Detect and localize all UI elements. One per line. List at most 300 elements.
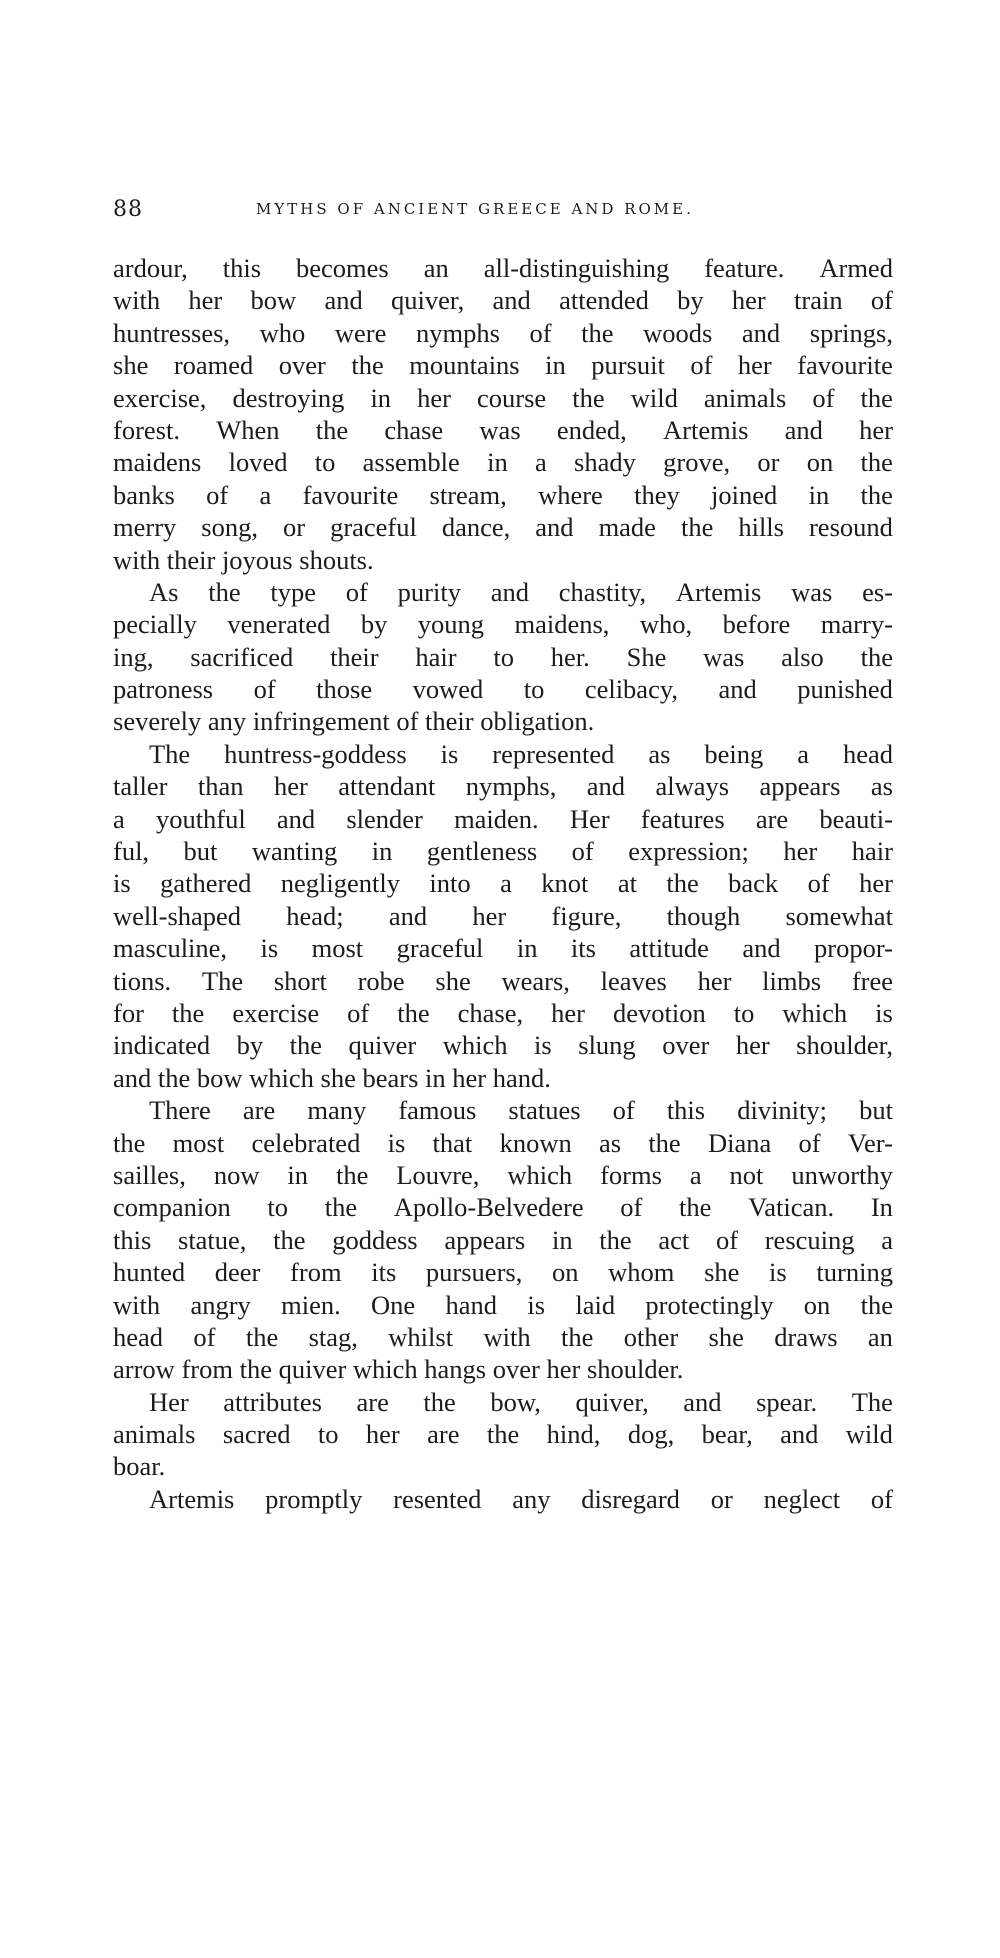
word: quiver	[278, 1354, 347, 1385]
word: is	[875, 997, 893, 1028]
word: the	[335, 1159, 369, 1190]
word: of	[345, 576, 368, 607]
word: appears	[759, 771, 841, 802]
word: where	[538, 479, 603, 510]
word: joined	[711, 479, 778, 510]
word: she	[708, 1321, 744, 1352]
word: nymphs,	[465, 771, 557, 802]
word: or	[757, 447, 780, 478]
word: its	[570, 933, 596, 964]
word: propor-	[814, 933, 893, 964]
word: venerated	[227, 609, 331, 640]
text-line	[113, 608, 893, 640]
word: wanting	[251, 836, 338, 867]
word: into	[429, 868, 471, 899]
word: her	[551, 997, 585, 1028]
word: devotion	[612, 997, 706, 1028]
word: is	[113, 868, 131, 899]
word: on	[806, 447, 834, 478]
word: bow,	[490, 1386, 541, 1417]
word: is	[527, 1289, 546, 1320]
word: a	[881, 1224, 893, 1255]
word: bow	[250, 285, 297, 316]
word: was	[791, 576, 833, 607]
word: her	[452, 1062, 487, 1093]
word: robe	[357, 965, 405, 996]
word: this	[113, 1224, 152, 1255]
text-line	[113, 1029, 893, 1061]
word: short	[273, 965, 327, 996]
word: are	[356, 1386, 389, 1417]
word: head	[842, 738, 893, 769]
word: the	[239, 1354, 272, 1385]
word: or	[710, 1483, 733, 1514]
word: wild	[845, 1419, 893, 1450]
word: graceful	[396, 933, 484, 964]
word: are	[242, 1095, 276, 1126]
word: forest.	[113, 414, 180, 445]
word: The	[851, 1386, 893, 1417]
text-line	[113, 1289, 893, 1321]
word: their	[330, 641, 379, 672]
text-line	[113, 382, 893, 414]
word: the	[572, 382, 605, 413]
text-line	[113, 446, 893, 478]
word: made	[598, 512, 656, 543]
word: a	[500, 868, 512, 899]
word: represented	[492, 738, 615, 769]
word: whom	[608, 1257, 675, 1288]
text-line	[113, 770, 893, 802]
text-line	[113, 1418, 893, 1450]
word: and	[113, 1062, 152, 1093]
word: tions.	[113, 965, 172, 996]
word: unworthy	[791, 1159, 893, 1190]
word: her.	[550, 641, 590, 672]
word: the	[860, 447, 893, 478]
word: Vatican.	[748, 1192, 835, 1223]
word: shady	[574, 447, 636, 478]
word: their	[425, 706, 474, 737]
word: Her	[569, 803, 610, 834]
word: of	[870, 285, 893, 316]
text-line	[113, 835, 893, 867]
word: nymphs	[415, 317, 500, 348]
word: who,	[639, 609, 693, 640]
word: the	[315, 414, 349, 445]
word: the	[113, 1127, 146, 1158]
word: as	[598, 1127, 622, 1158]
word: is	[534, 1030, 552, 1061]
word: woods	[643, 317, 713, 348]
word: over	[278, 350, 326, 381]
text-line	[113, 705, 893, 737]
text-line	[113, 511, 893, 543]
word: destroying	[232, 382, 345, 413]
word: protectingly	[645, 1289, 774, 1320]
word: dog,	[627, 1419, 675, 1450]
word: assemble	[362, 447, 460, 478]
word: statue,	[178, 1224, 247, 1255]
word: to	[317, 1419, 339, 1450]
word: from	[290, 1257, 342, 1288]
word: becomes	[296, 253, 389, 283]
word: chase	[384, 414, 444, 445]
word: not	[729, 1159, 764, 1190]
word: train	[794, 285, 843, 316]
word: is	[387, 1127, 406, 1158]
word: graceful	[330, 512, 417, 543]
word: with	[483, 1321, 531, 1352]
word: is	[440, 738, 459, 769]
word: she	[704, 1257, 740, 1288]
word: in	[287, 1159, 309, 1190]
word: attributes	[223, 1386, 322, 1417]
word: maiden.	[454, 803, 539, 834]
word: was	[703, 641, 745, 672]
word: song,	[201, 512, 258, 543]
word: the	[860, 479, 893, 510]
word: ardour,	[113, 253, 188, 283]
word: Ver-	[847, 1127, 893, 1158]
word: the	[273, 1224, 306, 1255]
word: being	[704, 738, 764, 769]
word: she	[113, 350, 149, 381]
word: course	[477, 382, 547, 413]
word: a	[534, 447, 547, 478]
word: limbs	[762, 965, 822, 996]
text-line	[113, 1483, 893, 1515]
word: Diana	[707, 1127, 772, 1158]
word: for	[113, 997, 144, 1028]
word: any	[512, 1483, 551, 1514]
word: slung	[578, 1030, 636, 1061]
word: the	[860, 382, 893, 413]
word: features	[640, 803, 725, 834]
word: and	[276, 803, 316, 834]
word: and	[741, 317, 781, 348]
word: also	[781, 641, 824, 672]
word: the	[208, 576, 241, 607]
word: is	[260, 933, 279, 964]
word: her	[737, 350, 772, 381]
word: known	[499, 1127, 572, 1158]
word: patroness	[113, 674, 214, 705]
word: boar.	[113, 1451, 166, 1482]
word: and	[388, 900, 428, 931]
word: forms	[600, 1159, 662, 1190]
word: rescuing	[764, 1224, 855, 1255]
word: of	[571, 836, 594, 867]
word: famous	[398, 1095, 477, 1126]
text-line	[113, 1191, 893, 1223]
word: The	[201, 965, 244, 996]
word: though	[666, 900, 741, 931]
word: well-shaped	[113, 900, 242, 931]
word: act	[658, 1224, 690, 1255]
body-text	[113, 252, 893, 1515]
word: hair	[851, 836, 893, 867]
word: hand.	[492, 1062, 551, 1093]
text-line	[113, 1127, 893, 1159]
word: pursuit	[591, 350, 665, 381]
word: hills	[738, 512, 784, 543]
word: a	[113, 803, 125, 834]
word: and	[784, 414, 823, 445]
word: always	[655, 771, 730, 802]
word: deer	[214, 1257, 261, 1288]
word: of	[529, 317, 552, 348]
word: hunted	[113, 1257, 186, 1288]
word: springs,	[809, 317, 893, 348]
word: appears	[444, 1224, 526, 1255]
word: beauti-	[819, 803, 893, 834]
text-line	[113, 1386, 893, 1418]
word: resented	[393, 1483, 482, 1514]
word: of	[690, 350, 713, 381]
word: her	[472, 900, 507, 931]
word: Apollo-Belvedere	[393, 1192, 584, 1223]
word: somewhat	[785, 900, 893, 931]
word: now	[213, 1159, 260, 1190]
word: companion	[113, 1192, 231, 1223]
word: most	[311, 933, 364, 964]
word: of	[812, 382, 835, 413]
word: was	[479, 414, 521, 445]
text-line	[113, 867, 893, 899]
word: the	[397, 997, 430, 1028]
word: in	[545, 350, 566, 381]
word: leaves	[600, 965, 667, 996]
word: statues	[508, 1095, 581, 1126]
text-line	[113, 349, 893, 381]
running-title: MYTHS OF ANCIENT GREECE AND ROME.	[256, 200, 694, 218]
word: or	[282, 512, 306, 543]
word: an	[423, 253, 449, 283]
word: wears,	[501, 965, 570, 996]
word: of	[253, 674, 276, 705]
word: and	[324, 285, 363, 316]
word: in	[808, 479, 830, 510]
word: whilst	[388, 1321, 454, 1352]
word: the	[245, 1321, 279, 1352]
word: by	[360, 609, 388, 640]
word: the	[289, 1030, 323, 1061]
word: which	[352, 1354, 418, 1385]
word: her	[365, 1419, 400, 1450]
word: are	[427, 1419, 460, 1450]
word: hand	[445, 1289, 498, 1320]
word: her	[697, 965, 732, 996]
word: which	[442, 1030, 508, 1061]
word: neglect	[763, 1483, 841, 1514]
word: hangs	[424, 1354, 487, 1385]
word: are	[755, 803, 789, 834]
word: the	[599, 1224, 632, 1255]
word: other	[623, 1321, 679, 1352]
word: youthful	[155, 803, 246, 834]
word: negligently	[280, 868, 400, 899]
word: in	[551, 1224, 573, 1255]
word: and	[490, 576, 530, 607]
word: to	[733, 997, 755, 1028]
word: draws	[774, 1321, 838, 1352]
word: severely	[113, 706, 202, 737]
word: head	[113, 1321, 164, 1352]
text-line	[113, 641, 893, 673]
text-line	[113, 997, 893, 1029]
text-line	[113, 576, 893, 608]
text-line	[113, 932, 893, 964]
word: over	[662, 1030, 710, 1061]
word: on	[803, 1289, 831, 1320]
word: shoulder,	[796, 1030, 893, 1061]
word: As	[149, 576, 179, 607]
word: her	[546, 1354, 581, 1385]
word: masculine,	[113, 933, 228, 964]
word: which	[782, 997, 848, 1028]
word: and	[492, 285, 531, 316]
word: Louvre,	[396, 1159, 480, 1190]
text-line	[113, 1094, 893, 1126]
word: and	[742, 933, 781, 964]
text-line	[113, 965, 893, 997]
word: huntresses,	[113, 317, 231, 348]
word: quiver,	[575, 1386, 649, 1417]
word: which	[249, 1062, 314, 1093]
word: sailles,	[113, 1159, 186, 1190]
word: celebrated	[251, 1127, 361, 1158]
word: all-distinguishing	[483, 253, 670, 283]
word: shoulder.	[586, 1354, 684, 1385]
word: with	[113, 285, 161, 316]
word: from	[181, 1354, 233, 1385]
text-line	[113, 1450, 893, 1482]
text-line	[113, 1062, 893, 1094]
word: exercise,	[113, 382, 207, 413]
word: angry	[190, 1289, 251, 1320]
word: is	[769, 1257, 787, 1288]
word: in	[516, 933, 538, 964]
word: of	[347, 997, 370, 1028]
word: disregard	[581, 1483, 680, 1514]
page-number: 88	[113, 197, 143, 222]
word: huntress-goddess	[224, 738, 407, 769]
word: ful,	[113, 836, 150, 867]
word: young	[417, 609, 485, 640]
word: animals	[703, 382, 787, 413]
word: of	[715, 1224, 739, 1255]
word: bear,	[701, 1419, 753, 1450]
word: which	[507, 1159, 573, 1190]
word: the	[171, 997, 205, 1028]
word: free	[851, 965, 893, 996]
word: the	[648, 1127, 681, 1158]
word: in	[425, 1062, 446, 1093]
text-line	[113, 544, 893, 576]
word: There	[149, 1095, 211, 1126]
word: dance,	[441, 512, 511, 543]
word: her	[188, 285, 223, 316]
word: the	[679, 1192, 712, 1223]
word: their	[166, 544, 216, 575]
word: exercise	[232, 997, 320, 1028]
word: chase,	[457, 997, 524, 1028]
word: attitude	[629, 933, 709, 964]
word: obligation.	[480, 706, 595, 737]
word: quiver	[348, 1030, 417, 1061]
word: sacred	[222, 1419, 291, 1450]
word: the	[860, 641, 893, 672]
text-line	[113, 414, 893, 446]
word: pecially	[113, 609, 197, 640]
word: vowed	[412, 674, 484, 705]
word: by	[677, 285, 704, 316]
word: favourite	[797, 350, 893, 381]
word: turning	[816, 1257, 893, 1288]
word: than	[197, 771, 244, 802]
word: back	[728, 868, 779, 899]
word: in	[370, 382, 392, 413]
word: ended,	[556, 414, 627, 445]
word: a	[259, 479, 272, 510]
text-line	[113, 803, 893, 835]
word: taller	[113, 771, 168, 802]
word: purity	[397, 576, 461, 607]
word: its	[371, 1257, 397, 1288]
text-line	[113, 1321, 893, 1353]
word: mountains	[409, 350, 520, 381]
word: her	[783, 836, 818, 867]
word: before	[722, 609, 791, 640]
word: with	[113, 1289, 161, 1320]
word: marry-	[820, 609, 893, 640]
word: who	[259, 317, 306, 348]
word: attendant	[338, 771, 436, 802]
word: a	[797, 738, 809, 769]
word: Her	[149, 1386, 189, 1417]
word: her	[417, 382, 451, 413]
word: the	[860, 1289, 893, 1320]
word: Artemis	[663, 414, 749, 445]
word: of	[620, 1192, 643, 1223]
text-line	[113, 1256, 893, 1288]
word: over	[492, 1354, 540, 1385]
word: any	[207, 706, 247, 737]
word: but	[859, 1095, 893, 1126]
word: gentleness	[426, 836, 538, 867]
word: they	[634, 479, 680, 510]
running-head	[113, 197, 893, 237]
text-line	[113, 1159, 893, 1191]
text-line	[113, 738, 893, 770]
word: to	[314, 447, 336, 478]
word: the	[324, 1192, 358, 1223]
word: her	[273, 771, 308, 802]
text-line	[113, 1224, 893, 1256]
word: grove,	[663, 447, 731, 478]
word: type	[270, 576, 317, 607]
word: hind,	[546, 1419, 601, 1450]
word: spear.	[756, 1386, 818, 1417]
word: animals	[113, 1419, 196, 1450]
word: attended	[559, 285, 649, 316]
word: she	[320, 1062, 356, 1093]
word: maidens,	[514, 609, 610, 640]
word: One	[371, 1289, 416, 1320]
word: shouts.	[299, 544, 374, 575]
word: and	[586, 771, 626, 802]
